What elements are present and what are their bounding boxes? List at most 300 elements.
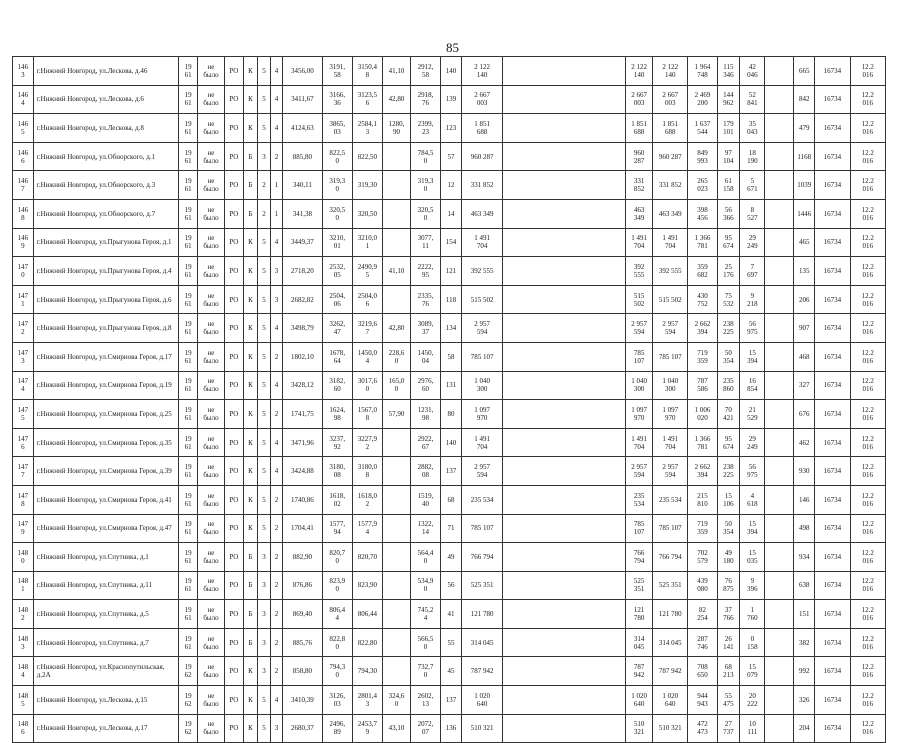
table-cell: 3182, 60 bbox=[322, 371, 352, 400]
table-cell: 5 bbox=[258, 228, 270, 257]
table-cell: 822,80 bbox=[352, 628, 382, 657]
table-cell: не было bbox=[197, 114, 224, 143]
table-cell: 822,5 0 bbox=[322, 142, 352, 171]
table-cell: 3210,0 1 bbox=[352, 228, 382, 257]
table-cell: 148 2 bbox=[13, 600, 34, 629]
table-cell: 16734 bbox=[815, 400, 850, 429]
table-cell: 1 491 704 bbox=[461, 228, 503, 257]
table-cell: 80 bbox=[441, 400, 462, 429]
table-cell bbox=[765, 199, 794, 228]
table-cell: 515 502 bbox=[626, 285, 653, 314]
table-cell: 785 107 bbox=[653, 514, 688, 543]
table-cell: 121 bbox=[441, 257, 462, 286]
table-cell: 842 bbox=[794, 85, 815, 114]
table-cell: 849 993 bbox=[688, 142, 717, 171]
table-cell: РО bbox=[225, 171, 244, 200]
table-cell bbox=[503, 543, 626, 572]
address-cell: г.Нижний Новгород, ул.Смирнова Героя, д.41 bbox=[33, 485, 179, 514]
table-cell: 392 555 bbox=[626, 257, 653, 286]
table-cell: 2 957 594 bbox=[653, 457, 688, 486]
table-cell: 2 bbox=[258, 199, 270, 228]
table-cell: К bbox=[243, 314, 258, 343]
table-cell: РО bbox=[225, 686, 244, 715]
table-cell bbox=[503, 142, 626, 171]
table-cell: 97 104 bbox=[717, 142, 740, 171]
table-row bbox=[13, 257, 886, 286]
table-cell: 794,3 0 bbox=[322, 657, 352, 686]
table-row bbox=[13, 400, 886, 429]
table-cell: РО bbox=[225, 57, 244, 86]
table-cell: 3219,6 7 bbox=[352, 314, 382, 343]
table-cell: 4 bbox=[270, 371, 282, 400]
table-cell: 5 bbox=[258, 285, 270, 314]
table-cell: не было bbox=[197, 257, 224, 286]
table-cell: Б bbox=[243, 142, 258, 171]
table-cell: 5 bbox=[258, 457, 270, 486]
table-cell: 12.2 016 bbox=[850, 686, 886, 715]
table-cell: 148 1 bbox=[13, 571, 34, 600]
table-row bbox=[13, 57, 886, 86]
table-cell: 12.2 016 bbox=[850, 142, 886, 171]
table-cell: 1618, 02 bbox=[322, 485, 352, 514]
table-cell bbox=[382, 142, 410, 171]
table-cell: не было bbox=[197, 543, 224, 572]
table-cell: 498 bbox=[794, 514, 815, 543]
table-cell: 42,80 bbox=[382, 85, 410, 114]
table-cell: 463 349 bbox=[461, 199, 503, 228]
table-cell: 785 107 bbox=[626, 514, 653, 543]
table-cell: 1 491 704 bbox=[461, 428, 503, 457]
table-cell: 16734 bbox=[815, 199, 850, 228]
table-cell: не было bbox=[197, 400, 224, 429]
table-cell: не было bbox=[197, 314, 224, 343]
table-cell: 319,30 bbox=[352, 171, 382, 200]
table-cell: 3498,79 bbox=[283, 314, 322, 343]
table-cell: 16734 bbox=[815, 371, 850, 400]
table-cell: 12.2 016 bbox=[850, 257, 886, 286]
table-cell: 3262, 47 bbox=[322, 314, 352, 343]
table-row bbox=[13, 342, 886, 371]
table-cell: 638 bbox=[794, 571, 815, 600]
table-cell: 57,90 bbox=[382, 400, 410, 429]
table-cell: 12.2 016 bbox=[850, 57, 886, 86]
table-cell: 5 bbox=[258, 342, 270, 371]
table-cell: 2602, 13 bbox=[410, 686, 440, 715]
table-cell: 134 bbox=[441, 314, 462, 343]
table-cell: 12.2 016 bbox=[850, 514, 886, 543]
table-cell: 16734 bbox=[815, 228, 850, 257]
table-cell: 37 766 bbox=[717, 600, 740, 629]
table-cell: 5 bbox=[258, 514, 270, 543]
table-cell: 137 bbox=[441, 457, 462, 486]
table-cell: К bbox=[243, 485, 258, 514]
table-cell bbox=[382, 457, 410, 486]
table-cell: 719 359 bbox=[688, 514, 717, 543]
table-row bbox=[13, 571, 886, 600]
table-cell: 2 957 594 bbox=[461, 314, 503, 343]
table-cell: К bbox=[243, 428, 258, 457]
table-cell: 19 61 bbox=[179, 457, 198, 486]
table-cell: 1 491 704 bbox=[626, 228, 653, 257]
table-cell: 147 6 bbox=[13, 428, 34, 457]
table-cell: 3424,88 bbox=[283, 457, 322, 486]
table-cell: 3 bbox=[258, 571, 270, 600]
table-cell bbox=[503, 171, 626, 200]
table-cell: 16734 bbox=[815, 257, 850, 286]
table-cell: 19 62 bbox=[179, 657, 198, 686]
table-cell: 75 532 bbox=[717, 285, 740, 314]
table-cell: 115 346 bbox=[717, 57, 740, 86]
table-cell: 960 287 bbox=[461, 142, 503, 171]
table-cell: 525 351 bbox=[461, 571, 503, 600]
table-cell: 3411,67 bbox=[283, 85, 322, 114]
table-cell bbox=[503, 400, 626, 429]
table-cell: 147 5 bbox=[13, 400, 34, 429]
table-cell: 2 122 140 bbox=[626, 57, 653, 86]
table-cell: 56 975 bbox=[740, 457, 765, 486]
table-cell: 1802,10 bbox=[283, 342, 322, 371]
table-cell bbox=[382, 628, 410, 657]
table-cell: не было bbox=[197, 600, 224, 629]
table-cell: 147 1 bbox=[13, 285, 34, 314]
table-cell: 235 860 bbox=[717, 371, 740, 400]
table-cell bbox=[503, 657, 626, 686]
table-cell: 9 396 bbox=[740, 571, 765, 600]
table-cell bbox=[765, 85, 794, 114]
table-cell: К bbox=[243, 257, 258, 286]
table-cell: РО bbox=[225, 285, 244, 314]
table-cell: 55 bbox=[441, 628, 462, 657]
table-cell: 785 107 bbox=[653, 342, 688, 371]
table-cell: 430 752 bbox=[688, 285, 717, 314]
table-cell bbox=[765, 428, 794, 457]
address-cell: г.Нижний Новгород, ул.Смирнова Героя, д.17 bbox=[33, 342, 179, 371]
table-cell: 326 bbox=[794, 686, 815, 715]
table-cell: 3077, 11 bbox=[410, 228, 440, 257]
table-cell: РО bbox=[225, 485, 244, 514]
table-cell bbox=[765, 228, 794, 257]
table-cell: 4 bbox=[270, 314, 282, 343]
table-row bbox=[13, 657, 886, 686]
table-cell: 2 957 594 bbox=[626, 457, 653, 486]
table-cell: 16734 bbox=[815, 285, 850, 314]
table-cell: 136 bbox=[441, 714, 462, 743]
table-cell: 525 351 bbox=[653, 571, 688, 600]
table-cell: 139 bbox=[441, 85, 462, 114]
table-cell: 1168 bbox=[794, 142, 815, 171]
table-cell: РО bbox=[225, 114, 244, 143]
table-cell bbox=[765, 371, 794, 400]
table-cell: 2 122 140 bbox=[461, 57, 503, 86]
table-cell: Б bbox=[243, 600, 258, 629]
table-cell: РО bbox=[225, 371, 244, 400]
table-cell: 15 394 bbox=[740, 514, 765, 543]
table-cell: 1624, 98 bbox=[322, 400, 352, 429]
table-cell: РО bbox=[225, 257, 244, 286]
table-cell: 179 101 bbox=[717, 114, 740, 143]
table-cell: 2882, 08 bbox=[410, 457, 440, 486]
table-cell: 16 854 bbox=[740, 371, 765, 400]
table-cell: 287 746 bbox=[688, 628, 717, 657]
table-cell: РО bbox=[225, 600, 244, 629]
table-cell: 1 491 704 bbox=[653, 428, 688, 457]
table-cell: 1 097 970 bbox=[461, 400, 503, 429]
table-cell: 3089, 37 bbox=[410, 314, 440, 343]
table-row bbox=[13, 600, 886, 629]
table-cell: 823,9 0 bbox=[322, 571, 352, 600]
table-cell: 1519, 40 bbox=[410, 485, 440, 514]
table-cell: 676 bbox=[794, 400, 815, 429]
table-cell: 121 780 bbox=[626, 600, 653, 629]
table-cell: 16734 bbox=[815, 342, 850, 371]
address-cell: г.Нижний Новгород, ул.Лескова, д.8 bbox=[33, 114, 179, 143]
table-cell: 146 4 bbox=[13, 85, 34, 114]
table-cell: 3471,96 bbox=[283, 428, 322, 457]
table-cell: 16734 bbox=[815, 571, 850, 600]
table-cell bbox=[503, 257, 626, 286]
table-cell: 19 61 bbox=[179, 285, 198, 314]
table-cell: 858,80 bbox=[283, 657, 322, 686]
table-cell: не было bbox=[197, 171, 224, 200]
table-cell bbox=[765, 57, 794, 86]
table-cell: 16734 bbox=[815, 514, 850, 543]
table-cell: 1 366 781 bbox=[688, 228, 717, 257]
table-cell: 19 61 bbox=[179, 571, 198, 600]
table-cell bbox=[765, 628, 794, 657]
table-cell: 534,9 0 bbox=[410, 571, 440, 600]
table-cell: 2 bbox=[270, 342, 282, 371]
table-cell bbox=[503, 514, 626, 543]
table-cell: 745,2 4 bbox=[410, 600, 440, 629]
table-cell: 822,8 0 bbox=[322, 628, 352, 657]
table-cell bbox=[503, 428, 626, 457]
table-cell: 123 bbox=[441, 114, 462, 143]
table-cell: 719 359 bbox=[688, 342, 717, 371]
table-cell: не было bbox=[197, 714, 224, 743]
address-cell: г.Нижний Новгород, ул.Спутника, д.7 bbox=[33, 628, 179, 657]
table-cell: 766 794 bbox=[461, 543, 503, 572]
table-cell: РО bbox=[225, 85, 244, 114]
table-row bbox=[13, 428, 886, 457]
table-cell: 1280, 90 bbox=[382, 114, 410, 143]
table-cell: 15 394 bbox=[740, 342, 765, 371]
table-cell: 1 020 640 bbox=[626, 686, 653, 715]
table-cell: 359 682 bbox=[688, 257, 717, 286]
table-cell: 1 491 704 bbox=[653, 228, 688, 257]
address-cell: г.Нижний Новгород, ул.Прыгунова Героя, д.4 bbox=[33, 257, 179, 286]
table-row bbox=[13, 314, 886, 343]
table-cell bbox=[765, 485, 794, 514]
table-cell: РО bbox=[225, 428, 244, 457]
table-cell: 265 023 bbox=[688, 171, 717, 200]
table-cell: 3123,5 6 bbox=[352, 85, 382, 114]
table-cell: не было bbox=[197, 571, 224, 600]
table-cell: 19 61 bbox=[179, 199, 198, 228]
table-cell: 16734 bbox=[815, 114, 850, 143]
table-cell: 4 bbox=[270, 114, 282, 143]
table-cell: 960 287 bbox=[626, 142, 653, 171]
table-cell: 12.2 016 bbox=[850, 400, 886, 429]
table-cell bbox=[382, 428, 410, 457]
address-cell: г.Нижний Новгород, ул.Обнорского, д.1 bbox=[33, 142, 179, 171]
address-cell: г.Нижний Новгород, ул.Спутника, д.5 bbox=[33, 600, 179, 629]
table-cell: 19 61 bbox=[179, 543, 198, 572]
table-cell: 9 218 bbox=[740, 285, 765, 314]
table-cell: 56 bbox=[441, 571, 462, 600]
table-cell: 4 bbox=[270, 228, 282, 257]
table-cell: не было bbox=[197, 457, 224, 486]
table-cell: 16734 bbox=[815, 485, 850, 514]
table-cell: 5 bbox=[258, 257, 270, 286]
table-cell: 154 bbox=[441, 228, 462, 257]
table-cell bbox=[503, 285, 626, 314]
address-cell: г.Нижний Новгород, ул.Лескова, д.46 bbox=[33, 57, 179, 86]
table-cell: 15 106 bbox=[717, 485, 740, 514]
table-cell: не было bbox=[197, 228, 224, 257]
table-cell: 3456,00 bbox=[283, 57, 322, 86]
table-cell: 4 bbox=[270, 457, 282, 486]
table-cell: 566,5 0 bbox=[410, 628, 440, 657]
table-cell: 1322, 14 bbox=[410, 514, 440, 543]
table-cell: Б bbox=[243, 571, 258, 600]
table-cell: не было bbox=[197, 142, 224, 171]
table-cell: 50 354 bbox=[717, 514, 740, 543]
table-cell: 148 6 bbox=[13, 714, 34, 743]
table-cell: РО bbox=[225, 199, 244, 228]
table-cell bbox=[382, 228, 410, 257]
table-cell: 43,10 bbox=[382, 714, 410, 743]
table-cell: 16734 bbox=[815, 171, 850, 200]
table-cell: К bbox=[243, 228, 258, 257]
table-cell: 235 534 bbox=[461, 485, 503, 514]
table-cell: 76 875 bbox=[717, 571, 740, 600]
address-cell: г.Нижний Новгород, ул.Лескова, д.6 bbox=[33, 85, 179, 114]
table-cell: 10 111 bbox=[740, 714, 765, 743]
table-cell: 2 bbox=[270, 400, 282, 429]
table-cell: 42,80 bbox=[382, 314, 410, 343]
table-cell: К bbox=[243, 371, 258, 400]
table-cell: 19 61 bbox=[179, 142, 198, 171]
table-cell: 140 bbox=[441, 57, 462, 86]
table-cell: 341,38 bbox=[283, 199, 322, 228]
address-cell: г.Нижний Новгород, ул.Прыгунова Героя, д.8 bbox=[33, 314, 179, 343]
table-cell: 2801,4 3 bbox=[352, 686, 382, 715]
table-cell: не было bbox=[197, 371, 224, 400]
table-cell: 70 421 bbox=[717, 400, 740, 429]
table-cell: 822,50 bbox=[352, 142, 382, 171]
table-cell: РО bbox=[225, 514, 244, 543]
table-cell: 314 045 bbox=[653, 628, 688, 657]
page-number: 85 bbox=[446, 40, 459, 55]
table-cell: 95 674 bbox=[717, 428, 740, 457]
table-cell: 121 780 bbox=[653, 600, 688, 629]
table-cell: 2 bbox=[270, 628, 282, 657]
table-cell: 907 bbox=[794, 314, 815, 343]
table-cell: 479 bbox=[794, 114, 815, 143]
table-cell: 331 852 bbox=[626, 171, 653, 200]
table-cell: 131 bbox=[441, 371, 462, 400]
table-cell: К bbox=[243, 400, 258, 429]
table-cell: 50 354 bbox=[717, 342, 740, 371]
table-cell: РО bbox=[225, 571, 244, 600]
table-cell: 320,5 0 bbox=[322, 199, 352, 228]
table-cell: 794,30 bbox=[352, 657, 382, 686]
table-cell: 27 737 bbox=[717, 714, 740, 743]
table-cell: 392 555 bbox=[653, 257, 688, 286]
table-cell: 146 8 bbox=[13, 199, 34, 228]
table-cell: Б bbox=[243, 199, 258, 228]
table-cell: 882,90 bbox=[283, 543, 322, 572]
table-cell: 331 852 bbox=[653, 171, 688, 200]
table-cell: 8 527 bbox=[740, 199, 765, 228]
table-cell: 3 bbox=[270, 257, 282, 286]
table-cell: 41 bbox=[441, 600, 462, 629]
table-cell: 7 697 bbox=[740, 257, 765, 286]
table-cell: 12.2 016 bbox=[850, 428, 886, 457]
table-cell: 3428,12 bbox=[283, 371, 322, 400]
table-cell: 41,10 bbox=[382, 57, 410, 86]
table-cell: 766 794 bbox=[626, 543, 653, 572]
address-cell: г.Нижний Новгород, ул.Смирнова Героя, д.47 bbox=[33, 514, 179, 543]
table-row bbox=[13, 714, 886, 743]
table-cell: 57 bbox=[441, 142, 462, 171]
table-cell: 2 957 594 bbox=[461, 457, 503, 486]
table-cell: 35 043 bbox=[740, 114, 765, 143]
table-cell: 4 618 bbox=[740, 485, 765, 514]
table-cell: 806,4 4 bbox=[322, 600, 352, 629]
table-cell: 3865, 03 bbox=[322, 114, 352, 143]
table-cell: 26 141 bbox=[717, 628, 740, 657]
table-cell: 787 942 bbox=[653, 657, 688, 686]
table-cell: 3 bbox=[258, 628, 270, 657]
table-cell: 1 760 bbox=[740, 600, 765, 629]
table-cell: 944 943 bbox=[688, 686, 717, 715]
table-cell: РО bbox=[225, 457, 244, 486]
table-cell: 2 bbox=[258, 171, 270, 200]
table-cell: 2 662 394 bbox=[688, 314, 717, 343]
table-cell bbox=[503, 85, 626, 114]
table-cell bbox=[503, 314, 626, 343]
table-cell: 19 61 bbox=[179, 400, 198, 429]
table-cell: 1 020 640 bbox=[653, 686, 688, 715]
table-cell: 20 222 bbox=[740, 686, 765, 715]
table-cell: 4 bbox=[270, 85, 282, 114]
table-cell bbox=[382, 571, 410, 600]
table-cell: 5 bbox=[258, 85, 270, 114]
table-cell: 16734 bbox=[815, 714, 850, 743]
table-cell: К bbox=[243, 114, 258, 143]
table-cell: 2399, 23 bbox=[410, 114, 440, 143]
table-cell bbox=[765, 400, 794, 429]
table-cell: не было bbox=[197, 657, 224, 686]
table-cell: 19 61 bbox=[179, 600, 198, 629]
table-cell: 2718,20 bbox=[283, 257, 322, 286]
table-cell: 61 158 bbox=[717, 171, 740, 200]
table-cell: не было bbox=[197, 428, 224, 457]
table-row bbox=[13, 142, 886, 171]
table-cell: 2335, 76 bbox=[410, 285, 440, 314]
table-cell: 1231, 98 bbox=[410, 400, 440, 429]
table-cell bbox=[503, 457, 626, 486]
table-cell: 3 bbox=[270, 285, 282, 314]
table-cell: 3 bbox=[270, 714, 282, 743]
table-cell: 806,44 bbox=[352, 600, 382, 629]
table-cell bbox=[382, 171, 410, 200]
table-cell: 148 4 bbox=[13, 657, 34, 686]
table-cell: 4124,63 bbox=[283, 114, 322, 143]
table-cell: Б bbox=[243, 628, 258, 657]
table-cell: 525 351 bbox=[626, 571, 653, 600]
